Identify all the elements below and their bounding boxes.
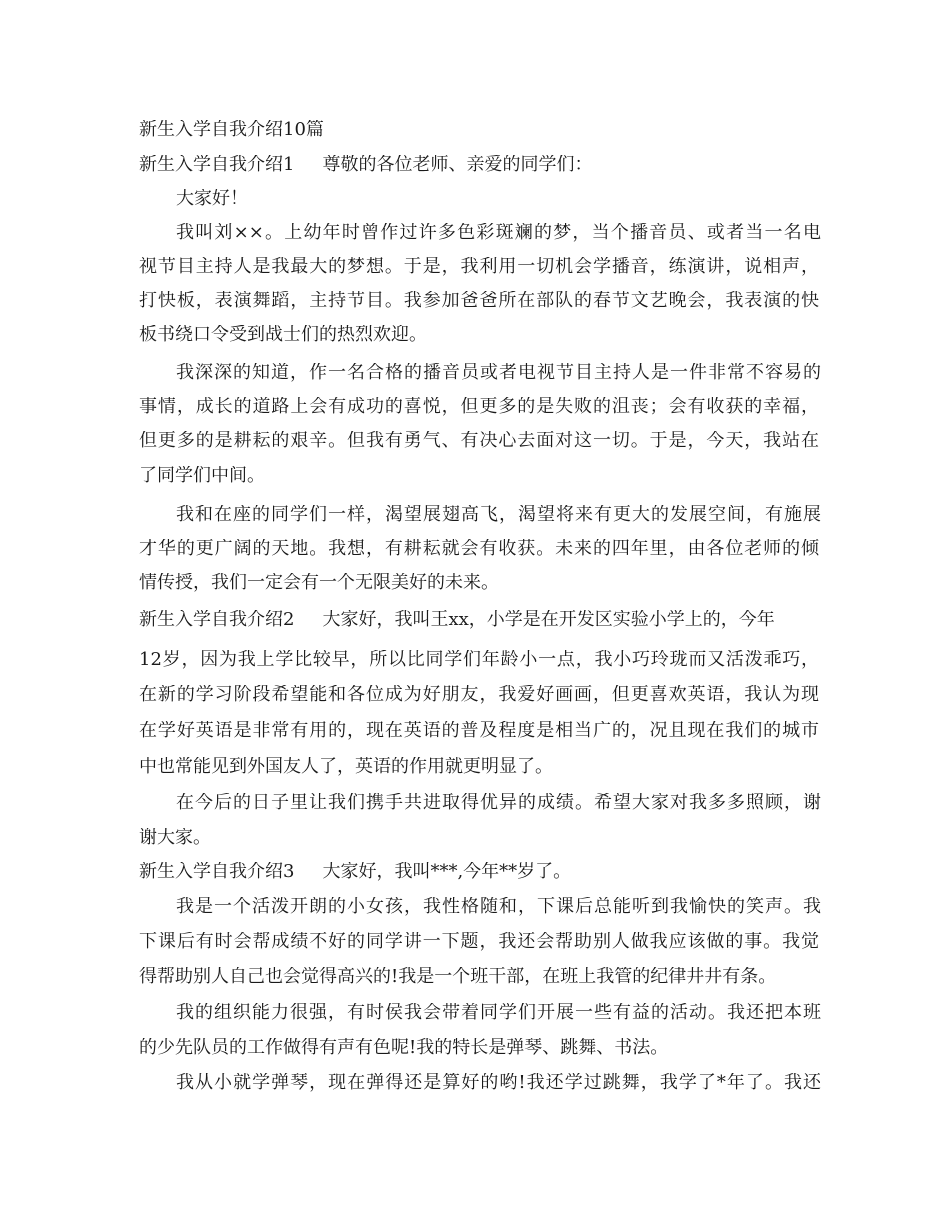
section-2-heading-line <box>139 610 819 630</box>
section-3-heading-line <box>139 862 819 882</box>
section-1-heading: 新生入学自我介绍1 <box>139 155 295 175</box>
paragraph-line: 得帮助别人自己也会觉得高兴的!我是一个班干部，在班上我管的纪律井井有条。 <box>139 967 777 987</box>
paragraph-line: 打快板，表演舞蹈，主持节目。我参加爸爸所在部队的春节文艺晚会，我表演的快 <box>139 291 819 311</box>
paragraph-line: 我是一个活泼开朗的小女孩，我性格随和，下课后总能听到我愉快的笑声。我 <box>176 897 821 917</box>
paragraph-line: 12岁，因为我上学比较早，所以比同学们年龄小一点，我小巧玲珑而又活泼乖巧， <box>139 650 819 670</box>
paragraph-line: 的少先队员的工作做得有声有色呢!我的特长是弹琴、跳舞、书法。 <box>139 1038 669 1058</box>
paragraph-line: 情传授，我们一定会有一个无限美好的未来。 <box>139 573 499 593</box>
document-title: 新生入学自我介绍10篇 <box>139 120 324 140</box>
paragraph-line: 我和在座的同学们一样，渴望展翅高飞，渴望将来有更大的发展空间，有施展 <box>176 505 821 525</box>
section-1-heading-text: 尊敬的各位老师、亲爱的同学们： <box>322 155 593 175</box>
paragraph-line: 谢大家。 <box>139 828 211 848</box>
section-2-heading: 新生入学自我介绍2 <box>139 610 295 630</box>
paragraph-line: 事情，成长的道路上会有成功的喜悦，但更多的是失败的沮丧；会有收获的幸福， <box>139 397 819 417</box>
paragraph-line: 中也常能见到外国友人了，英语的作用就更明显了。 <box>139 757 553 777</box>
paragraph-line: 在今后的日子里让我们携手共进取得优异的成绩。希望大家对我多多照顾，谢 <box>176 793 821 813</box>
section-1-greeting: 大家好！ <box>176 189 248 209</box>
paragraph-line: 才华的更广阔的天地。我想，有耕耘就会有收获。未来的四年里，由各位老师的倾 <box>139 539 819 559</box>
paragraph-line: 我叫刘××。上幼年时曾作过许多色彩斑斓的梦，当个播音员、或者当一名电 <box>176 223 821 243</box>
paragraph-line: 在新的学习阶段希望能和各位成为好朋友，我爱好画画，但更喜欢英语，我认为现 <box>139 685 819 705</box>
paragraph-line: 视节目主持人是我最大的梦想。于是，我利用一切机会学播音，练演讲，说相声， <box>139 257 819 277</box>
paragraph-line: 我深深的知道，作一名合格的播音员或者电视节目主持人是一件非常不容易的 <box>176 363 821 383</box>
paragraph-line: 我的组织能力很强，有时侯我会带着同学们开展一些有益的活动。我还把本班 <box>176 1003 821 1023</box>
section-1-heading-line <box>139 155 819 175</box>
paragraph-line: 板书绕口令受到战士们的热烈欢迎。 <box>139 325 427 345</box>
section-3-heading-text: 大家好，我叫***,今年**岁了。 <box>322 862 572 882</box>
paragraph-line: 了同学们中间。 <box>139 466 265 486</box>
section-3-heading: 新生入学自我介绍3 <box>139 862 295 882</box>
paragraph-line: 下课后有时会帮成绩不好的同学讲一下题，我还会帮助别人做我应该做的事。我觉 <box>139 932 819 952</box>
section-2-heading-text: 大家好，我叫王xx，小学是在开发区实验小学上的，今年 <box>322 610 775 630</box>
paragraph-line: 在学好英语是非常有用的，现在英语的普及程度是相当广的，况且现在我们的城市 <box>139 721 819 741</box>
paragraph-line: 但更多的是耕耘的艰辛。但我有勇气、有决心去面对这一切。于是，今天，我站在 <box>139 431 819 451</box>
paragraph-line: 我从小就学弹琴，现在弹得还是算好的哟!我还学过跳舞，我学了*年了。我还 <box>176 1073 821 1093</box>
